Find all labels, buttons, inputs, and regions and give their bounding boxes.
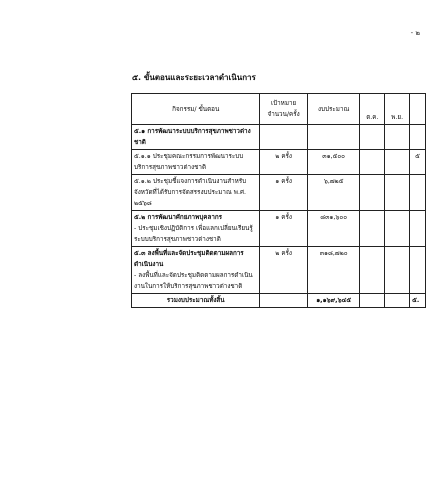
row-target: ๒ ครั้ง	[260, 150, 307, 175]
total-month-extra: ๕.	[410, 294, 426, 308]
row-budget: ๓๑๘,๗๒๐	[307, 247, 360, 294]
row-budget: ๓๑,๕๐๐	[307, 150, 360, 175]
header-budget: งบประมาณ	[307, 94, 360, 125]
row-activity-sub: - ลงพื้นที่และจัดประชุมติดตามผลการดำเนินงานในการให้บริการสุขภาพชาวต่างชาติ	[134, 272, 253, 290]
page-number: - ๒	[410, 29, 420, 37]
row-month-extra: ๕	[410, 150, 426, 175]
total-budget: ๑,๑๖๙,๖๔๕	[307, 294, 360, 308]
row-activity-cell	[132, 211, 260, 247]
header-month-extra	[410, 94, 426, 125]
total-label: รวมงบประมาณทั้งสิ้น	[132, 294, 260, 308]
row-month-extra	[410, 211, 426, 247]
row-activity-sub: - ประชุมเชิงปฏิบัติการ เพื่อแลกเปลี่ยนเรียนรู้ ระบบบริการสุขภาพชาวต่างชาติ	[134, 225, 253, 243]
row-month-oct	[360, 150, 385, 175]
row-month-extra	[410, 175, 426, 211]
row-month-nov	[385, 247, 410, 294]
table-row	[132, 175, 426, 211]
total-target	[260, 294, 307, 308]
row-target: ๒ ครั้ง	[260, 247, 307, 294]
table-row	[132, 211, 426, 247]
table-row	[132, 150, 426, 175]
row-month-nov	[385, 125, 410, 150]
total-month-nov	[385, 294, 410, 308]
table-row	[132, 125, 426, 150]
row-activity: ๕.๓ ลงพื้นที่และจัดประชุมติดตามผลการดำเนินงาน	[134, 250, 244, 268]
row-activity: ๕.๑.๑ ประชุมคณะกรรมการพัฒนาระบบบริการสุขภาพชาวต่างชาติ	[132, 150, 260, 175]
row-activity: ๕.๒ การพัฒนาศักยภาพบุคลากร	[134, 214, 223, 221]
activity-table	[131, 93, 426, 308]
header-month-nov: พ.ย.	[385, 94, 410, 125]
row-target: ๑ ครั้ง	[260, 211, 307, 247]
row-activity: ๕.๑.๒ ประชุมชี้แจงการดำเนินงานสำหรับจังหวัดที่ได้รับการจัดสรรงบประมาณ พ.ศ. ๒๕๖๘	[132, 175, 260, 211]
row-month-extra	[410, 125, 426, 150]
row-month-oct	[360, 247, 385, 294]
row-budget	[307, 125, 360, 150]
section-title: ๕. ขั้นตอนและระยะเวลาดำเนินการ	[132, 73, 256, 82]
header-activity: กิจกรรม/ ขั้นตอน	[132, 94, 260, 125]
header-target: เป้าหมาย จำนวน/ครั้ง	[260, 94, 307, 125]
row-budget: ๘๓๑,๖๐๐	[307, 211, 360, 247]
row-target	[260, 125, 307, 150]
row-month-oct	[360, 211, 385, 247]
row-activity: ๕.๑ การพัฒนาระบบบริการสุขภาพชาวต่างชาติ	[132, 125, 260, 150]
row-target: ๑ ครั้ง	[260, 175, 307, 211]
row-month-extra	[410, 247, 426, 294]
row-month-nov	[385, 211, 410, 247]
row-month-oct	[360, 175, 385, 211]
row-month-nov	[385, 150, 410, 175]
row-activity-cell	[132, 247, 260, 294]
total-row	[132, 294, 426, 308]
total-month-oct	[360, 294, 385, 308]
header-month-oct: ต.ค.	[360, 94, 385, 125]
row-month-nov	[385, 175, 410, 211]
row-month-oct	[360, 125, 385, 150]
row-budget: ๖,๗๒๕	[307, 175, 360, 211]
table-row	[132, 247, 426, 294]
